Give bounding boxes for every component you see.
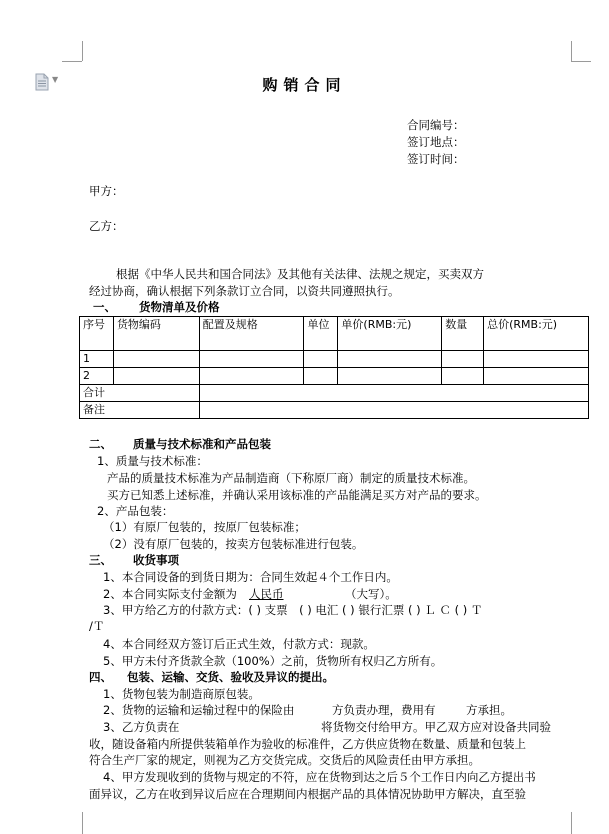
table-row <box>80 368 589 385</box>
section-3-line-1: 1、本合同设备的到货日期为：合同生效起４个工作日内。 <box>103 570 398 584</box>
crop-mark-bottom-right-v <box>571 812 572 834</box>
table-cell[interactable] <box>484 351 589 368</box>
section-4-title: 包装、运输、交货、验收及异议的提出。 <box>127 670 334 684</box>
section-1-number: 一、 <box>93 300 116 314</box>
party-b-label: 乙方： <box>89 219 124 233</box>
table-cell[interactable] <box>199 351 304 368</box>
table-cell[interactable] <box>304 368 338 385</box>
section-4-line-3b: 将货物交付给甲方。甲乙双方应对设备共同验 <box>321 720 551 734</box>
table-cell[interactable] <box>199 368 304 385</box>
sign-time-label: 签订时间： <box>407 152 465 166</box>
table-cell[interactable] <box>484 368 589 385</box>
header-unit-price: 单价(RMB:元) <box>338 317 442 351</box>
section-4-line-4b: 面异议，乙方在收到异议后应在合理期间内根据产品的具体情况协助甲方解决，直至验 <box>89 787 526 801</box>
crop-mark-top-left-v <box>82 41 83 61</box>
section-3-line-2a: 2、本合同实际支付金额为 <box>103 587 237 601</box>
header-quantity: 数量 <box>442 317 484 351</box>
crop-mark-top-right-v <box>571 41 572 61</box>
section-2-line-6: （2）没有原厂包装的，按卖方包装标准进行包装。 <box>103 537 364 551</box>
section-3-line-5: 5、甲方未付齐货款全款（100%）之前，货物所有权归乙方所有。 <box>103 654 443 668</box>
section-2-line-2: 产品的质量技术标准为产品制造商（下称原厂商）制定的质量技术标准。 <box>107 471 475 485</box>
section-4-line-1: 1、货物包装为制造商原包装。 <box>103 687 260 701</box>
section-2-line-1: 1、质量与技术标准： <box>97 454 208 468</box>
row-2-index[interactable]: 2 <box>80 368 114 385</box>
amount-rmb-field[interactable]: 人民币 <box>249 587 284 601</box>
remark-row <box>80 402 589 419</box>
insurance-party-field[interactable] <box>310 702 332 716</box>
table-cell[interactable] <box>338 351 442 368</box>
crop-mark-bottom-left-v <box>82 812 83 834</box>
section-2-line-4: 2、产品包装： <box>97 504 174 518</box>
sign-place-label: 签订地点： <box>407 135 465 149</box>
row-1-index[interactable]: 1 <box>80 351 114 368</box>
header-unit: 单位 <box>304 317 338 351</box>
contract-number-label: 合同编号： <box>407 118 465 132</box>
page-title: 购销合同 <box>262 76 347 94</box>
section-2-number: 二、 <box>89 437 112 451</box>
section-4-line-2c: 方承担。 <box>466 703 512 717</box>
section-4-line-3d: 符合生产厂家的规定，则视为乙方交货完成。交货后的风险责任由甲方承担。 <box>89 753 480 767</box>
header-goods-code: 货物编码 <box>113 317 199 351</box>
total-row <box>80 385 589 402</box>
goods-table <box>79 316 589 419</box>
table-cell[interactable] <box>442 368 484 385</box>
chevron-down-icon[interactable]: ▼ <box>52 75 59 84</box>
section-4-number: 四、 <box>89 670 112 684</box>
table-cell[interactable] <box>442 351 484 368</box>
section-3-line-4: 4、本合同经双方签订后正式生效，付款方式：现款。 <box>103 637 375 651</box>
table-row <box>80 351 589 368</box>
section-3-line-2b: （大写）。 <box>345 587 397 601</box>
table-cell[interactable] <box>113 368 199 385</box>
delivery-location-field[interactable] <box>184 719 320 733</box>
section-4-line-3c: 收，随设备箱内所提供装箱单作为验收的标准件，乙方供应货物在数量、质量和包装上 <box>89 737 526 751</box>
section-2-line-5: （1）有原厂包装的，按原厂包装标准； <box>103 520 306 534</box>
crop-mark-top-right-h <box>571 61 591 62</box>
section-4-line-2a: 2、货物的运输和运输过程中的保险由 <box>103 703 295 717</box>
header-total-price: 总价(RMB:元) <box>484 317 589 351</box>
intro-line-1: 根据《中华人民共和国合同法》及其他有关法律、法规之规定，买卖双方 <box>116 267 484 281</box>
header-index: 序号 <box>80 317 114 351</box>
section-3-line-3: 3、甲方给乙方的付款方式：( ) 支票 ( ) 电汇 ( ) 银行汇票 ( ) Ｌ Ｃ ( ) Ｔ <box>103 603 483 617</box>
table-cell[interactable] <box>338 368 442 385</box>
crop-mark-top-left-h <box>62 61 82 62</box>
remark-label: 备注 <box>80 402 200 419</box>
intro-line-2: 经过协商，确认根据下列条款订立合同，以资共同遵照执行。 <box>89 284 400 298</box>
header-spec: 配置及规格 <box>199 317 304 351</box>
section-3-line-3b: /Ｔ <box>89 619 105 633</box>
party-a-label: 甲方： <box>89 184 124 198</box>
table-header-row <box>80 317 589 351</box>
remark-value-cell[interactable] <box>199 402 588 419</box>
section-2-line-3: 买方已知悉上述标准，并确认采用该标准的产品能满足买方对产品的要求。 <box>107 488 487 502</box>
section-1-title: 货物清单及价格 <box>139 300 220 314</box>
cost-party-field[interactable] <box>444 702 466 716</box>
table-cell[interactable] <box>113 351 199 368</box>
total-value-cell[interactable] <box>199 385 588 402</box>
total-label: 合计 <box>80 385 200 402</box>
section-4-line-4a: 4、甲方发现收到的货物与规定的不符，应在货物到达之后５个工作日内向乙方提出书 <box>103 770 536 784</box>
section-4-line-3a: 3、乙方负责在 <box>103 720 180 734</box>
section-3-title: 收货事项 <box>133 553 179 567</box>
section-3-number: 三、 <box>89 553 112 567</box>
section-4-line-2b: 方负责办理，费用有 <box>332 703 436 717</box>
table-cell[interactable] <box>304 351 338 368</box>
section-2-title: 质量与技术标准和产品包装 <box>133 437 271 451</box>
